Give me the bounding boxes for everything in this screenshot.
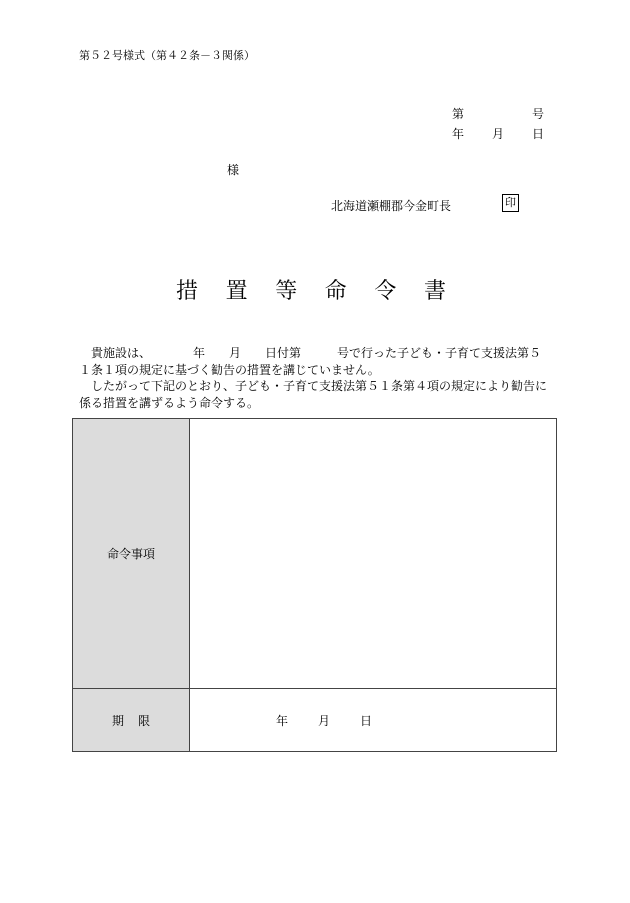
term-label-cell	[73, 689, 190, 752]
term-year-label: 年	[276, 713, 289, 728]
reference-date-block	[452, 104, 544, 144]
order-label: 命令事項	[106, 547, 155, 561]
ref-dai-label: 第	[452, 107, 465, 121]
document-body	[79, 345, 549, 411]
body-paragraph-2: したがって下記のとおり、子ども・子育て支援法第５１条第４項の規定により勧告に係る措置を講ずるよう命令する。	[79, 379, 548, 410]
ref-go-label: 号	[531, 107, 544, 121]
term-day-label: 日	[360, 713, 373, 728]
form-number: 第５２号様式（第４２条－３関係）	[79, 49, 255, 62]
document-title	[176, 274, 446, 305]
addressee-sama: 様	[227, 163, 240, 177]
title-char: 置	[225, 279, 248, 304]
order-label-cell	[73, 419, 190, 689]
seal-mark: 印	[502, 194, 519, 212]
term-date	[190, 712, 556, 729]
title-char: 等	[275, 279, 298, 304]
order-content-cell	[190, 419, 557, 689]
title-char: 令	[374, 279, 397, 304]
term-month-label: 月	[318, 713, 331, 728]
title-char: 書	[423, 279, 446, 304]
issue-year-label: 年	[452, 127, 465, 141]
body-paragraph-1: 貴施設は、 年 月 日付第 号で行った子ども・子育て支援法第５１条１項の規定に基づく勧告の措置を講じていません。	[79, 346, 542, 377]
issue-day-label: 日	[531, 127, 544, 141]
term-date-cell	[190, 689, 557, 752]
order-table	[72, 418, 557, 752]
issue-date-row	[452, 124, 544, 144]
issuer-name: 北海道瀬棚郡今金町長	[331, 199, 452, 213]
title-char: 措	[176, 279, 199, 304]
term-row	[73, 689, 557, 752]
term-label: 期限	[111, 713, 164, 728]
issue-month-label: 月	[491, 127, 504, 141]
reference-number-row	[452, 104, 544, 124]
title-char: 命	[324, 279, 347, 304]
order-row	[73, 419, 557, 689]
